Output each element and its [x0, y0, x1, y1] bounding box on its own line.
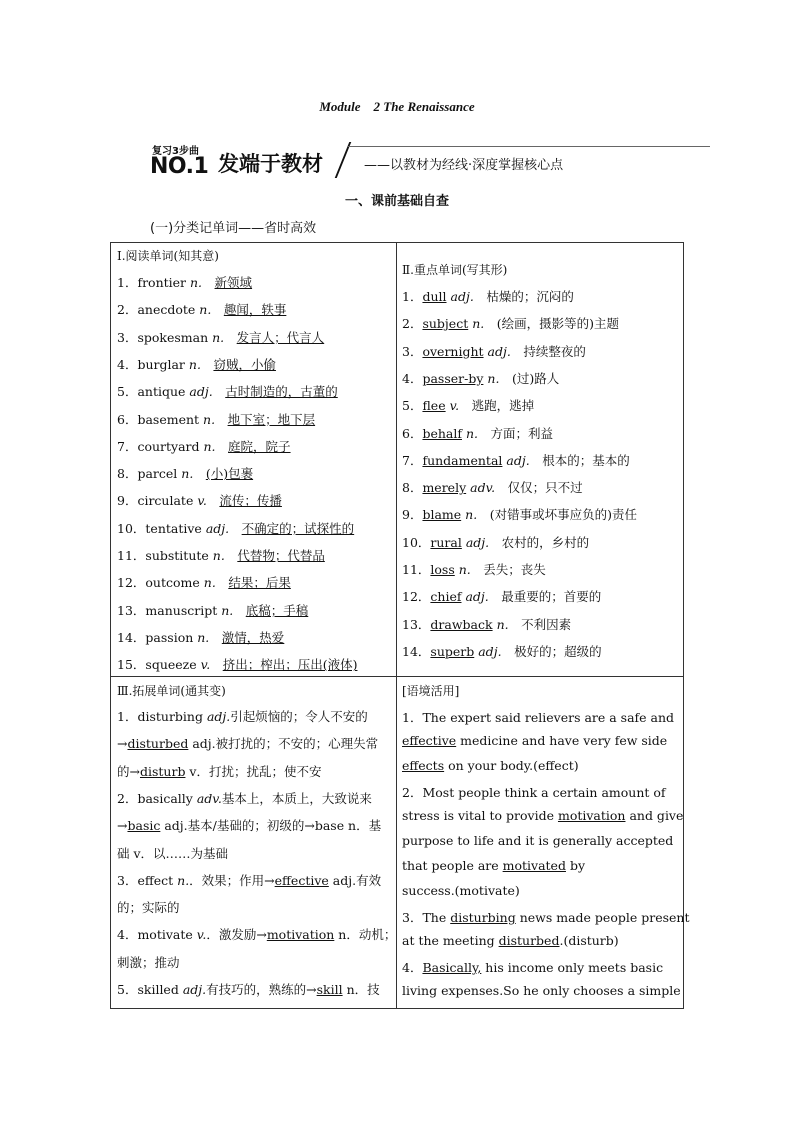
item-number: 2． — [117, 302, 138, 318]
line-text: news made people present — [515, 910, 690, 925]
vocab-row — [117, 573, 291, 591]
item-pos: n. — [203, 411, 216, 427]
item-answer: (小)包裹 — [205, 466, 254, 482]
line-text: 1．The expert said relievers are a safe and — [402, 710, 675, 725]
item-answer: loss — [430, 562, 455, 577]
text-line — [402, 758, 579, 773]
item-number: 14． — [117, 629, 146, 645]
line-answer: Basically, — [422, 960, 482, 975]
item-number: 3． — [117, 329, 138, 345]
text-line — [402, 908, 689, 926]
line-text: medicine and have very few side — [456, 733, 668, 748]
item-word: outcome — [145, 575, 204, 591]
item-number: 11． — [402, 562, 431, 577]
item-number: 6． — [117, 411, 138, 427]
item-answer: 挤出；榨出；压出(液体) — [222, 657, 358, 673]
line-text: 刺激；推动 — [117, 954, 180, 970]
item-answer: superb — [430, 643, 475, 659]
item-answer: 地下室；地下层 — [227, 411, 316, 427]
line-text: adj.基本/基础的；初级的→base n．基 — [160, 818, 382, 834]
section-title: 一、课前基础自查 — [344, 194, 449, 209]
item-word: tentative — [145, 520, 206, 536]
item-word: courtyard — [137, 438, 204, 454]
line-answer: motivation — [266, 927, 335, 943]
reading-words-cell — [117, 247, 393, 675]
line-text: 3．effect — [117, 872, 178, 888]
item-answer: subject — [422, 316, 469, 332]
item-meaning: 不利因素 — [521, 616, 572, 632]
item-meaning: 农村的，乡村的 — [501, 534, 590, 550]
item-word: circulate — [137, 493, 198, 509]
text-line — [402, 808, 683, 823]
vocab-row — [117, 464, 253, 482]
line-text: 5．skilled — [117, 982, 183, 997]
text-line — [117, 980, 380, 998]
item-word: parcel — [137, 466, 182, 482]
item-pos: n. — [212, 548, 225, 563]
banner-slash-divider — [335, 142, 352, 178]
item-pos: adj. — [465, 534, 490, 550]
item-answer: overnight — [422, 343, 484, 359]
vocab-row — [117, 410, 315, 428]
item-answer: 窃贼，小偷 — [213, 356, 276, 372]
item-word: anecdote — [137, 302, 200, 318]
vocab-row — [402, 587, 601, 605]
cell-heading: Ⅲ.拓展单词(通其变) — [117, 684, 226, 698]
line-text: purpose to life and it is generally accepted — [402, 833, 674, 848]
vocab-table — [110, 242, 690, 1009]
text-line — [402, 733, 667, 748]
text-line — [117, 898, 180, 916]
line-text: n．技 — [342, 982, 380, 997]
line-text: on your body.(effect) — [444, 758, 579, 773]
item-answer: 代替物；代替品 — [237, 548, 325, 563]
item-meaning: (对错事或坏事应负的)责任 — [489, 507, 637, 523]
item-number: 1． — [402, 289, 423, 304]
line-pos: adj. — [182, 982, 207, 997]
line-answer: disturbing — [450, 910, 516, 925]
item-pos: adv. — [470, 480, 496, 496]
item-pos: n. — [199, 302, 212, 318]
vocab-row — [402, 642, 602, 660]
item-number: 9． — [402, 507, 423, 523]
text-line — [117, 953, 180, 971]
vocab-row — [117, 382, 338, 400]
item-pos: adj. — [478, 643, 502, 659]
item-number: 5． — [402, 398, 423, 414]
context-practice-cell — [402, 680, 690, 1006]
item-number: 12． — [117, 575, 146, 591]
line-answer: effective — [402, 733, 457, 748]
item-answer: behalf — [422, 425, 462, 441]
line-text: adj.被打扰的；不安的；心理失常 — [188, 736, 379, 752]
item-answer: 新领域 — [214, 275, 253, 290]
line-text: .(disturb) — [559, 933, 619, 948]
text-line — [402, 833, 673, 848]
line-text: n．动机； — [334, 927, 397, 943]
vocab-row — [117, 437, 291, 455]
line-text: 有技巧的，熟练的→ — [206, 982, 317, 997]
item-number: 7． — [402, 452, 423, 468]
item-meaning: (过)路人 — [511, 370, 560, 386]
item-meaning: 极好的；超级的 — [514, 643, 602, 659]
line-pos: adv. — [196, 790, 222, 806]
item-pos: n. — [197, 629, 210, 645]
sub-title: (一)分类记单词——省时高效 — [150, 221, 317, 236]
item-answer: 结果；后果 — [228, 575, 291, 591]
line-text: ．激发励→ — [206, 927, 267, 943]
item-meaning: 方面；利益 — [490, 425, 554, 441]
table-divider-horizontal — [111, 676, 683, 677]
item-answer: 不确定的；试探性的 — [241, 520, 355, 536]
item-meaning: (绘画，摄影等的)主题 — [496, 316, 620, 332]
line-pos: v. — [196, 927, 207, 943]
vocab-row — [117, 355, 276, 373]
extended-words-cell — [117, 680, 397, 1006]
vocab-row — [402, 560, 546, 578]
item-answer: 底稿；手稿 — [245, 602, 309, 618]
line-pos: n. — [177, 872, 190, 888]
item-word: basement — [137, 411, 204, 427]
item-number: 3． — [402, 343, 423, 359]
page-header: Module 2 The Renaissance — [319, 99, 475, 114]
item-answer: fundamental — [422, 452, 503, 468]
item-pos: n. — [203, 575, 216, 591]
item-pos: n. — [190, 275, 203, 290]
table-divider-vertical — [396, 243, 397, 1008]
item-answer: merely — [422, 480, 467, 496]
item-word: passion — [145, 629, 198, 645]
text-line — [402, 933, 619, 948]
vocab-row — [402, 533, 589, 551]
vocab-row — [402, 615, 571, 633]
line-text: 4． — [402, 960, 423, 975]
item-number: 6． — [402, 425, 423, 441]
item-pos: n. — [181, 466, 194, 482]
line-text: ．效果；作用→ — [189, 872, 275, 888]
item-word: substitute — [145, 548, 213, 563]
line-text: 基本上，本质上，大致说来 — [221, 790, 372, 806]
line-text: success.(motivate) — [402, 883, 520, 898]
text-line — [402, 883, 520, 898]
vocab-row — [402, 314, 619, 332]
text-line — [117, 925, 396, 943]
item-answer: blame — [422, 507, 462, 523]
item-meaning: 枯燥的；沉闷的 — [486, 289, 574, 304]
item-number: 1． — [117, 275, 138, 290]
banner-subtitle: ——以教材为经线·深度掌握核心点 — [364, 158, 564, 173]
chapter-banner — [150, 140, 710, 180]
line-text: 2．basically — [117, 790, 197, 806]
item-pos: adj. — [487, 343, 511, 359]
line-answer: disturbed — [127, 736, 189, 752]
item-pos: v. — [197, 493, 207, 509]
item-word: spokesman — [137, 329, 213, 345]
item-pos: n. — [496, 616, 509, 632]
text-line — [117, 844, 228, 862]
item-pos: n. — [203, 438, 216, 454]
item-number: 4． — [402, 370, 423, 386]
text-line — [402, 858, 585, 873]
line-text: 的→ — [117, 763, 140, 779]
item-number: 8． — [402, 480, 423, 496]
vocab-row — [402, 342, 586, 360]
item-pos: n. — [472, 316, 485, 332]
item-number: 14． — [402, 643, 431, 659]
item-number: 2． — [402, 316, 423, 332]
line-text: v．打扰；扰乱；使不安 — [185, 763, 322, 779]
item-pos: n. — [465, 425, 478, 441]
vocab-row — [117, 628, 284, 646]
item-answer: passer-by — [422, 370, 484, 386]
line-answer: motivation — [557, 808, 626, 823]
item-answer: 古时制造的，古董的 — [225, 384, 338, 400]
vocab-row — [117, 273, 252, 291]
item-answer: drawback — [430, 616, 493, 632]
item-pos: adj. — [465, 589, 489, 605]
line-text: at the meeting — [402, 933, 499, 948]
line-text: 4．motivate — [117, 927, 197, 943]
text-line — [402, 983, 681, 998]
vocab-row — [402, 424, 553, 442]
banner-small-label: 复习3步曲 — [152, 146, 199, 157]
line-text: his income only meets basic — [481, 960, 664, 975]
text-line — [117, 789, 372, 807]
text-line — [402, 958, 663, 976]
line-answer: disturbed — [498, 933, 560, 948]
item-number: 9． — [117, 493, 138, 509]
item-pos: adj. — [506, 452, 530, 468]
item-pos: n. — [188, 356, 201, 372]
item-pos: n. — [212, 329, 225, 345]
item-number: 10． — [117, 520, 146, 536]
line-answer: skill — [316, 982, 343, 997]
item-number: 11． — [117, 548, 146, 563]
item-pos: adj. — [189, 384, 213, 400]
cell-heading: [语境活用] — [402, 684, 460, 698]
vocab-row — [117, 601, 308, 619]
text-line — [402, 708, 674, 726]
item-meaning: 根本的；基本的 — [542, 452, 630, 468]
line-text: 3．The — [402, 910, 451, 925]
vocab-row — [402, 451, 630, 469]
vocab-row — [402, 369, 559, 387]
item-answer: flee — [422, 398, 446, 414]
line-text: → — [117, 818, 128, 834]
item-answer: 趣闻，轶事 — [223, 302, 287, 318]
item-pos: v. — [449, 398, 460, 414]
item-pos: v. — [200, 657, 211, 673]
cell-heading: Ⅱ.重点单词(写其形) — [402, 263, 508, 277]
line-text: adj.有效 — [328, 872, 382, 888]
item-pos: n. — [221, 602, 234, 618]
banner-number: NO.1 — [150, 154, 209, 179]
vocab-row — [117, 546, 325, 564]
item-number: 10． — [402, 534, 431, 550]
line-answer: motivated — [502, 858, 566, 873]
text-line — [117, 816, 381, 834]
item-pos: adj. — [450, 289, 474, 304]
item-number: 13． — [117, 602, 146, 618]
item-number: 5． — [117, 384, 138, 400]
item-answer: rural — [430, 534, 462, 550]
item-word: burglar — [137, 356, 189, 372]
line-text: stress is vital to provide — [402, 808, 558, 823]
line-text: by — [565, 858, 586, 873]
item-pos: n. — [487, 370, 500, 386]
item-pos: adj. — [205, 520, 230, 536]
item-number: 7． — [117, 438, 138, 454]
item-answer: 激情，热爱 — [221, 629, 285, 645]
line-text: and give — [625, 808, 684, 823]
banner-rule — [348, 146, 710, 147]
item-answer: 庭院，院子 — [228, 438, 291, 454]
item-number: 15． — [117, 657, 146, 673]
item-word: manuscript — [145, 602, 222, 618]
cell-heading: Ⅰ.阅读单词(知其意) — [117, 249, 219, 263]
line-text: 引起烦恼的；令人不安的 — [230, 709, 368, 724]
line-text: 础 v．以……为基础 — [117, 845, 229, 861]
line-answer: effective — [274, 872, 329, 888]
text-line — [117, 762, 322, 780]
item-meaning: 最重要的；首要的 — [501, 589, 602, 605]
line-text: → — [117, 736, 128, 752]
item-word: antique — [137, 384, 190, 400]
line-text: 1．disturbing — [117, 709, 207, 724]
item-meaning: 持续整夜的 — [523, 343, 586, 359]
vocab-row — [117, 519, 354, 537]
key-words-cell — [402, 247, 680, 675]
line-answer: effects — [402, 758, 445, 773]
vocab-row — [402, 478, 583, 496]
vocab-row — [117, 655, 357, 673]
line-pos: adj. — [206, 709, 231, 724]
item-number: 13． — [402, 616, 431, 632]
line-text: 的；实际的 — [117, 900, 180, 916]
text-line — [402, 783, 666, 801]
vocab-row — [402, 396, 534, 414]
line-text: 2．Most people think a certain amount of — [402, 785, 666, 800]
item-number: 8． — [117, 466, 138, 482]
item-answer: dull — [422, 289, 447, 304]
vocab-row — [117, 491, 282, 509]
vocab-row — [402, 505, 637, 523]
banner-title: 发端于教材 — [218, 152, 323, 176]
item-number: 12． — [402, 589, 431, 605]
item-meaning: 仅仅；只不过 — [507, 480, 583, 496]
item-pos: n. — [458, 562, 471, 577]
item-word: frontier — [137, 275, 190, 290]
item-meaning: 丢失；丧失 — [483, 562, 546, 577]
vocab-row — [117, 328, 324, 346]
item-pos: n. — [465, 507, 478, 523]
text-line — [117, 734, 378, 752]
text-line — [117, 707, 368, 725]
item-answer: 发言人；代言人 — [236, 329, 325, 345]
item-answer: chief — [430, 589, 462, 605]
item-answer: 流传；传播 — [219, 493, 282, 509]
item-meaning: 逃跑，逃掉 — [471, 398, 535, 414]
line-text: that people are — [402, 858, 503, 873]
line-answer: disturb — [139, 763, 186, 779]
vocab-row — [402, 287, 574, 305]
item-number: 4． — [117, 356, 138, 372]
line-text: living expenses.So he only chooses a simple — [402, 983, 681, 998]
vocab-row — [117, 300, 286, 318]
item-word: squeeze — [145, 657, 201, 673]
line-answer: basic — [127, 818, 161, 834]
text-line — [117, 871, 381, 889]
